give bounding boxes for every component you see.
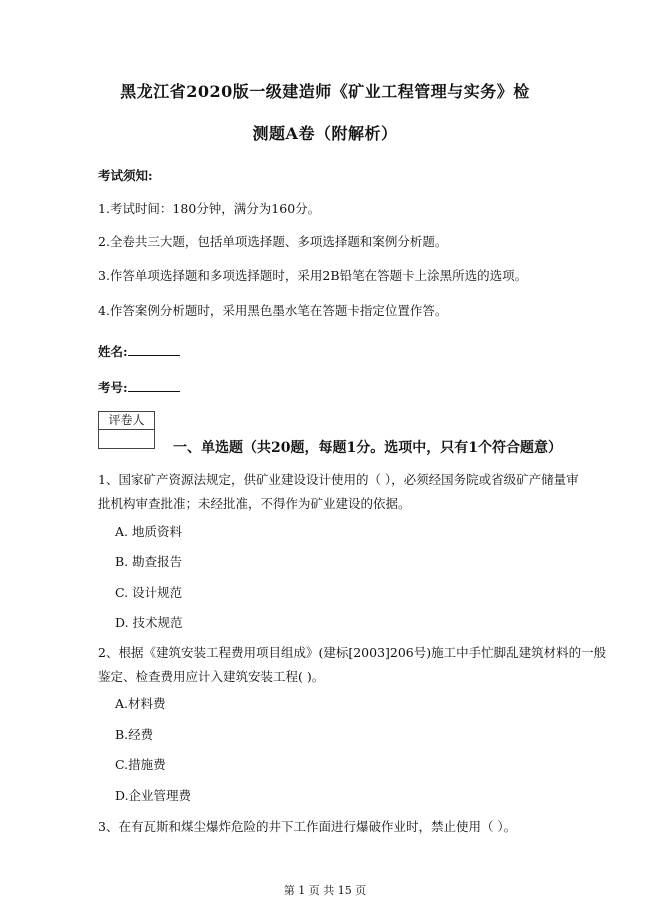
- q1-option-b: B. 勘查报告: [115, 554, 183, 569]
- exam-no-label: 考号:: [98, 380, 128, 395]
- doc-title-line2: 测题A卷（附解析）: [252, 124, 398, 143]
- notice-heading: 考试须知:: [98, 168, 153, 183]
- notice-item: 4.作答案例分析题时，采用黑色墨水笔在答题卡指定位置作答。: [98, 303, 448, 318]
- notice-item: 3.作答单项选择题和多项选择题时，采用2B铅笔在答题卡上涂黑所选的选项。: [98, 268, 528, 283]
- notice-item: 1.考试时间：180分钟，满分为160分。: [98, 201, 321, 216]
- q2-option-b: B.经费: [115, 727, 154, 742]
- name-label: 姓名:: [98, 344, 128, 359]
- q2-line1: 2、根据《建筑安装工程费用项目组成》(建标[2003]206号)施工中手忙脚乱建筑材料的一般: [98, 645, 607, 660]
- q1-line2: 批机构审查批准；未经批准，不得作为矿业建设的依据。: [98, 496, 411, 511]
- q1-line1: 1、国家矿产资源法规定，供矿业建设设计使用的（ ），必须经国务院或省级矿产储量审: [98, 472, 579, 487]
- q2-option-c: C.措施费: [115, 757, 166, 772]
- exam-no-blank[interactable]: [128, 379, 180, 392]
- section-title: 一、单选题（共20题，每题1分。选项中，只有1个符合题意）: [173, 440, 562, 456]
- q2-option-d: D.企业管理费: [115, 788, 192, 803]
- q3-line1: 3、在有瓦斯和煤尘爆炸危险的井下工作面进行爆破作业时，禁止使用（ ）。: [98, 819, 517, 834]
- name-blank[interactable]: [128, 343, 180, 356]
- doc-title-line1: 黑龙江省2020版一级建造师《矿业工程管理与实务》检: [120, 82, 530, 101]
- q1-option-c: C. 设计规范: [115, 585, 183, 600]
- q2-option-a: A.材料费: [115, 696, 166, 711]
- page-footer: 第 1 页 共 15 页: [283, 884, 367, 897]
- notice-item: 2.全卷共三大题，包括单项选择题、多项选择题和案例分析题。: [98, 234, 448, 249]
- reviewer-label: 评卷人: [99, 412, 154, 430]
- q1-option-d: D. 技术规范: [115, 615, 183, 630]
- q2-line2: 鉴定、检查费用应计入建筑安装工程( )。: [98, 669, 325, 684]
- exam-no-field-row: [98, 378, 180, 396]
- q1-option-a: A. 地质资料: [115, 524, 182, 539]
- name-field-row: [98, 342, 180, 360]
- reviewer-box: [98, 411, 155, 449]
